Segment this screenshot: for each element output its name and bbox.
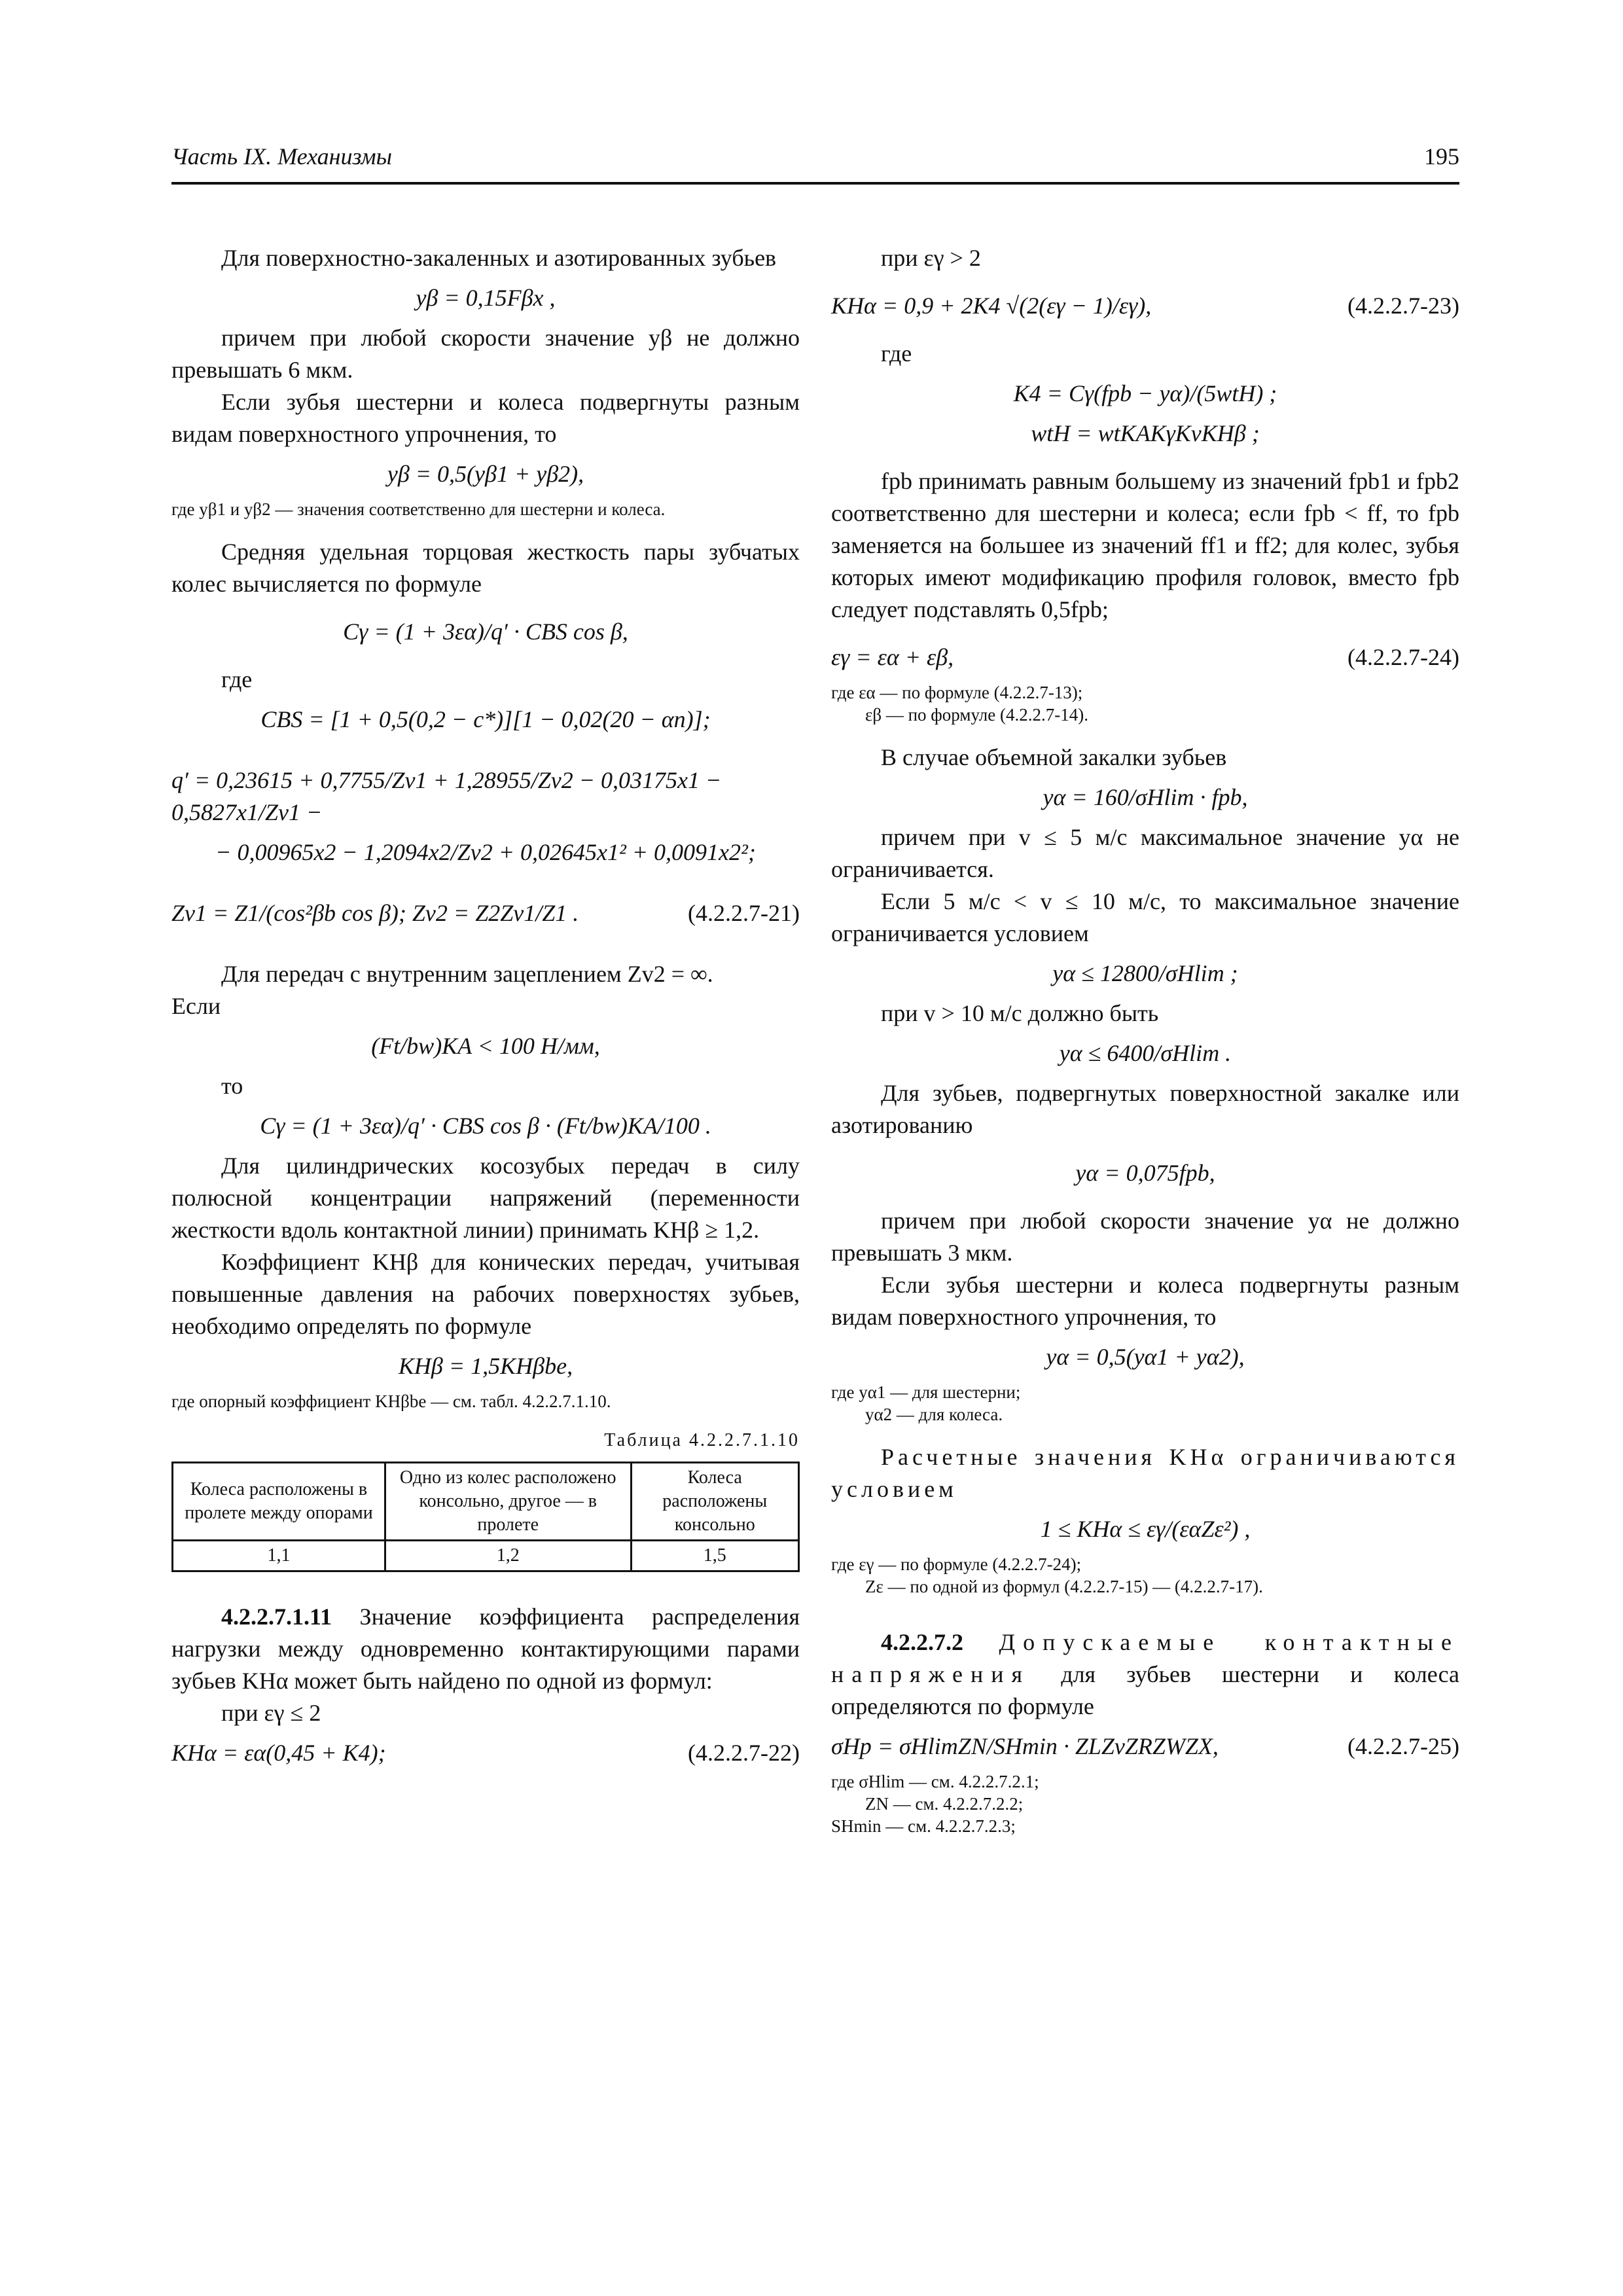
formula: KHα = εα(0,45 + K4);: [171, 1740, 386, 1766]
formula: (Ft/bw)KA < 100 Н/мм,: [371, 1033, 600, 1059]
formula: − 0,00965x2 − 1,2094x2/Zv2 + 0,02645x1² + 0,0091x2²;: [215, 839, 756, 865]
table-header-cell: Одно из колес расположено консольно, другое — в пролете: [385, 1463, 631, 1541]
table-cell: 1,5: [631, 1541, 798, 1571]
section-number: 4.2.2.7.1.11: [221, 1604, 332, 1630]
numbered-formula: [831, 641, 1459, 673]
paragraph: Если 5 м/с < v ≤ 10 м/с, то максимальное значение ограничивается условием: [831, 888, 1459, 946]
paragraph: Для зубьев, подвергнутых поверхностной закалке или азотированию: [831, 1080, 1459, 1138]
footnote: где yβ1 и yβ2 — значения соответственно для шестерни и колеса.: [171, 499, 666, 519]
formula-number: (4.2.2.7-25): [1347, 1733, 1459, 1759]
table-cell: 1,2: [385, 1541, 631, 1571]
paragraph: Если зубья шестерни и колеса подвергнуты разным видам поверхностного упрочнения, то: [171, 389, 800, 447]
formula: yα = 0,075fpb,: [1075, 1160, 1215, 1186]
formula-number: (4.2.2.7-21): [688, 900, 800, 926]
footnote: где опорный коэффициент KHβbe — см. табл. 4.2.2.7.1.10.: [171, 1391, 611, 1411]
formula: Cγ = (1 + 3εα)/q′ · CBS cos β,: [343, 619, 628, 645]
section-paragraph: [831, 1626, 1459, 1723]
formula: yβ = 0,15Fβx ,: [416, 285, 556, 311]
section-title: Допускаемые контактные напряжения: [831, 1629, 1459, 1687]
paragraph: то: [221, 1073, 243, 1099]
paragraph: причем при v ≤ 5 м/с максимальное значение yα не ограничивается.: [831, 824, 1459, 882]
paragraph: Для поверхностно-закаленных и азотированных зубьев: [221, 245, 777, 271]
formula: CBS = [1 + 0,5(0,2 − c*)][1 − 0,02(20 − αn)];: [260, 706, 711, 732]
formula: wtH = wtKAKγKvKHβ ;: [1031, 420, 1260, 446]
paragraph: где: [221, 666, 253, 692]
section-paragraph: [171, 1601, 800, 1697]
numbered-formula: [831, 290, 1459, 322]
footnote: где εα — по формуле (4.2.2.7-13);: [831, 683, 1083, 702]
formula: K4 = Cγ(fpb − yα)/(5wtH) ;: [1013, 380, 1277, 406]
table-header-cell: Колеса расположены консольно: [631, 1463, 798, 1541]
footnote: SHmin — см. 4.2.2.7.2.3;: [831, 1816, 1016, 1836]
left-column: [171, 242, 800, 1777]
right-column: [831, 242, 1459, 1837]
numbered-formula: [171, 897, 800, 929]
formula: yα ≤ 12800/σHlim ;: [1052, 960, 1238, 986]
paragraph: где: [881, 340, 912, 367]
footnote: εβ — по формуле (4.2.2.7-14).: [865, 705, 1088, 725]
section-text: для зубьев шестерни и колеса определяются по формуле: [831, 1661, 1460, 1719]
formula: yβ = 0,5(yβ1 + yβ2),: [387, 461, 584, 487]
formula: yα = 0,5(yα1 + yα2),: [1046, 1344, 1245, 1370]
table-cell: 1,1: [173, 1541, 385, 1571]
paragraph: причем при любой скорости значение yα не должно превышать 3 мкм.: [831, 1208, 1459, 1266]
table-header-row: [173, 1463, 799, 1541]
page-number: 195: [1424, 143, 1459, 170]
formula: KHα = 0,9 + 2K4 √(2(εγ − 1)/εγ),: [831, 293, 1152, 319]
section-number: 4.2.2.7.2: [881, 1629, 963, 1655]
formula: Cγ = (1 + 3εα)/q′ · CBS cos β · (Ft/bw)KA/100 .: [260, 1113, 711, 1139]
formula: σHp = σHlimZN/SHmin · ZLZvZRZWZX,: [831, 1733, 1219, 1759]
section-text: Значение коэффициента распределения нагрузки между одновременно контактирующими парами зубьев KHα может быть найдено по одной из формул:: [171, 1604, 800, 1694]
formula-number: (4.2.2.7-23): [1347, 293, 1459, 319]
coefficient-table: [171, 1462, 800, 1572]
numbered-formula: [171, 1737, 800, 1769]
paragraph: при εγ > 2: [881, 245, 981, 271]
formula: 1 ≤ KHα ≤ εγ/(εαZε²) ,: [1040, 1516, 1251, 1542]
paragraph: Если: [171, 993, 221, 1019]
paragraph: Коэффициент KHβ для конических передач, учитывая повышенные давления на рабочих поверхностях зубьев, необходимо определять по формуле: [171, 1249, 800, 1339]
paragraph: В случае объемной закалки зубьев: [881, 744, 1227, 770]
formula: yα = 160/σHlim · fpb,: [1043, 784, 1248, 810]
paragraph: причем при любой скорости значение yβ не должно превышать 6 мкм.: [171, 325, 800, 383]
page-header: [171, 143, 1459, 185]
numbered-formula: [831, 1731, 1459, 1763]
table-row: [173, 1541, 799, 1571]
footnote: Zε — по одной из формул (4.2.2.7-15) — (4.2.2.7-17).: [865, 1577, 1263, 1596]
formula: q′ = 0,23615 + 0,7755/Zv1 + 1,28955/Zv2 − 0,03175x1 − 0,5827x1/Zv1 −: [171, 767, 722, 825]
footnote: где yα1 — для шестерни;: [831, 1382, 1021, 1402]
footnote: где εγ — по формуле (4.2.2.7-24);: [831, 1554, 1082, 1574]
formula: Zv1 = Z1/(cos²βb cos β); Zv2 = Z2Zv1/Z1 .: [171, 900, 579, 926]
formula: yα ≤ 6400/σHlim .: [1059, 1040, 1232, 1066]
formula-number: (4.2.2.7-24): [1347, 644, 1459, 670]
paragraph: fpb принимать равным большему из значений fpb1 и fpb2 соответственно для шестерни и колеса; если fpb < ff, то fpb заменяется на большее из значений ff1 и ff2; для колес, зубья которых имеют модификацию профиля головок, вместо fpb следует подставлять 0,5fpb;: [831, 468, 1459, 622]
paragraph: при v > 10 м/с должно быть: [881, 1000, 1159, 1026]
paragraph: Если зубья шестерни и колеса подвергнуты разным видам поверхностного упрочнения, то: [831, 1272, 1459, 1330]
formula-number: (4.2.2.7-22): [688, 1740, 800, 1766]
table-header-cell: Колеса расположены в пролете между опорами: [173, 1463, 385, 1541]
paragraph: Расчетные значения KHα ограничиваются условием: [831, 1444, 1459, 1502]
paragraph: Средняя удельная торцовая жесткость пары зубчатых колес вычисляется по формуле: [171, 539, 800, 597]
footnote: ZN — см. 4.2.2.7.2.2;: [865, 1794, 1024, 1814]
paragraph: Для цилиндрических косозубых передач в силу полюсной концентрации напряжений (переменности жесткости вдоль контактной линии) принимать KHβ ≥ 1,2.: [171, 1153, 800, 1243]
footnote: yα2 — для колеса.: [865, 1405, 1003, 1424]
paragraph: при εγ ≤ 2: [221, 1700, 321, 1726]
paragraph: Для передач с внутренним зацеплением Zv2 = ∞.: [221, 961, 713, 987]
footnote: где σHlim — см. 4.2.2.7.2.1;: [831, 1772, 1039, 1791]
formula: KHβ = 1,5KHβbe,: [398, 1353, 573, 1379]
formula: εγ = εα + εβ,: [831, 644, 954, 670]
table-caption: Таблица 4.2.2.7.1.10: [604, 1430, 800, 1450]
running-title: Часть IX. Механизмы: [171, 143, 392, 170]
